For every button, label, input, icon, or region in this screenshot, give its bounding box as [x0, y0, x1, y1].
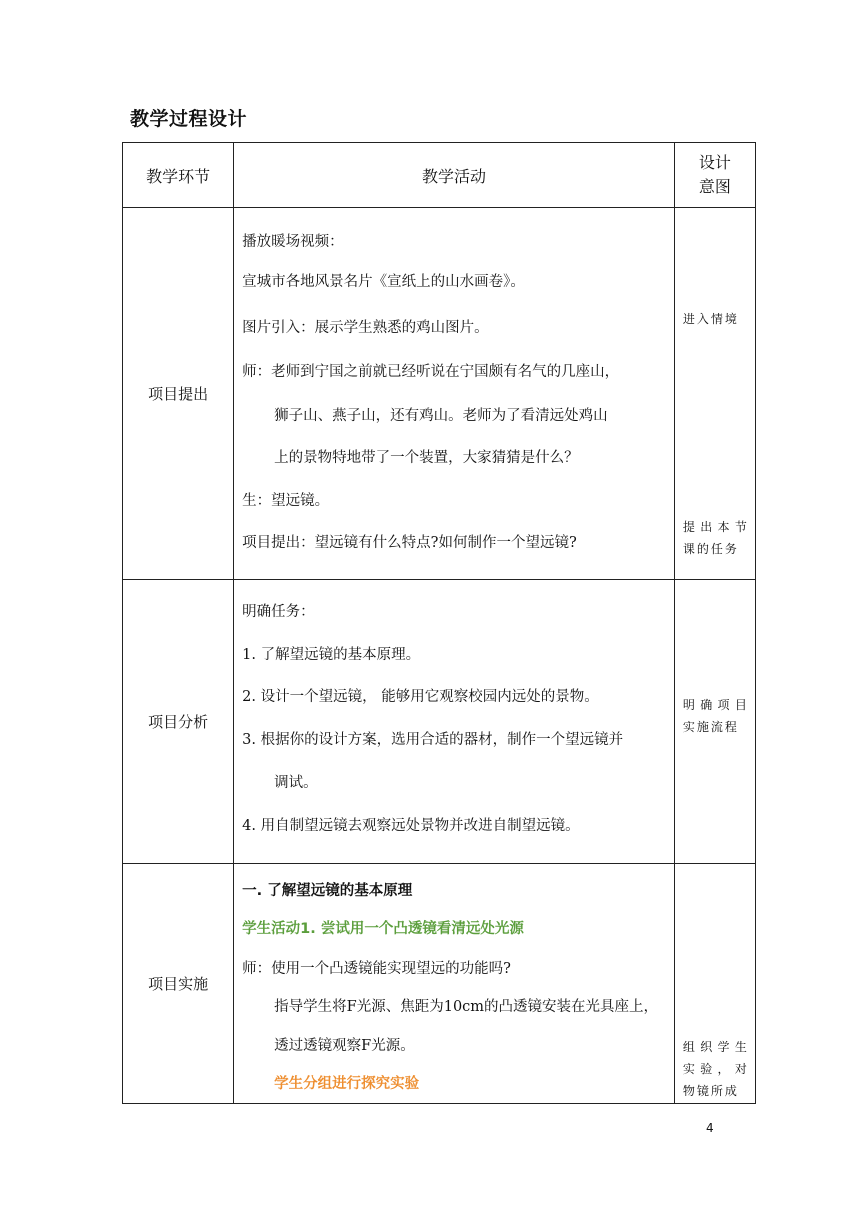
- page-number: 4: [706, 1121, 714, 1135]
- page-title: 教学过程设计: [130, 108, 248, 130]
- section-heading: 一. 了解望远镜的基本原理: [242, 883, 413, 899]
- activity-line: 播放暖场视频：: [242, 234, 344, 250]
- activity-line: 师：老师到宁国之前就已经听说在宁国颇有名气的几座山，: [242, 364, 620, 380]
- activity-line: 4. 用自制望远镜去观察远处景物并改进自制望远镜。: [242, 818, 580, 834]
- activity-line: 3. 根据你的设计方案，选用合适的器材，制作一个望远镜并: [242, 732, 624, 748]
- activity-cell: [234, 580, 675, 864]
- intent-cell: [674, 864, 755, 1104]
- activity-line: 宣城市各地风景名片《宣纸上的山水画卷》。: [242, 274, 525, 290]
- activity-line: 调试。: [274, 775, 318, 791]
- activity-line: 指导学生将F光源、焦距为10cm的凸透镜安装在光具座上，: [274, 999, 659, 1015]
- activity-line: 师：使用一个凸透镜能实现望远的功能吗?: [242, 961, 511, 977]
- activity-line: 2. 设计一个望远镜， 能够用它观察校园内远处的景物。: [242, 689, 599, 705]
- table-header-row: [123, 143, 756, 208]
- stage-cell: 项目实施: [123, 864, 234, 1104]
- intent-note: 明确项目实施流程: [682, 698, 749, 734]
- activity-line: 图片引入：展示学生熟悉的鸡山图片。: [242, 320, 489, 336]
- activity-line: 生：望远镜。: [242, 493, 330, 509]
- table-row: [123, 580, 756, 864]
- intent-note: 进入情境: [682, 312, 739, 326]
- header-intent-line2: 意图: [698, 177, 731, 196]
- activity-cell: [234, 208, 675, 580]
- stage-cell: 项目分析: [123, 580, 234, 864]
- activity-line: 上的景物特地带了一个装置，大家猜猜是什么？: [274, 450, 579, 466]
- group-experiment-label: 学生分组进行探究实验: [274, 1076, 420, 1092]
- intent-cell: [674, 208, 755, 580]
- activity-line: 透过透镜观察F光源。: [274, 1038, 415, 1054]
- lesson-plan-table: [122, 142, 756, 1104]
- activity-line: 项目提出：望远镜有什么特点?如何制作一个望远镜?: [242, 535, 577, 551]
- header-activity: 教学活动: [234, 143, 675, 208]
- activity-line: 狮子山、燕子山，还有鸡山。老师为了看清远处鸡山: [274, 408, 608, 424]
- intent-note: 组织学生实验，对物镜所成: [682, 1040, 749, 1098]
- activity-line: 明确任务：: [242, 604, 315, 620]
- table-row: [123, 864, 756, 1104]
- student-activity-heading: 学生活动1. 尝试用一个凸透镜看清远处光源: [242, 921, 524, 937]
- stage-cell: 项目提出: [123, 208, 234, 580]
- header-intent-line1: 设计: [698, 153, 731, 172]
- intent-cell: [674, 580, 755, 864]
- activity-line: 1. 了解望远镜的基本原理。: [242, 647, 421, 663]
- intent-note: 提出本节课的任务: [682, 520, 749, 556]
- header-stage: 教学环节: [123, 143, 234, 208]
- table-row: [123, 208, 756, 580]
- activity-cell: [234, 864, 675, 1104]
- header-intent: [674, 143, 755, 208]
